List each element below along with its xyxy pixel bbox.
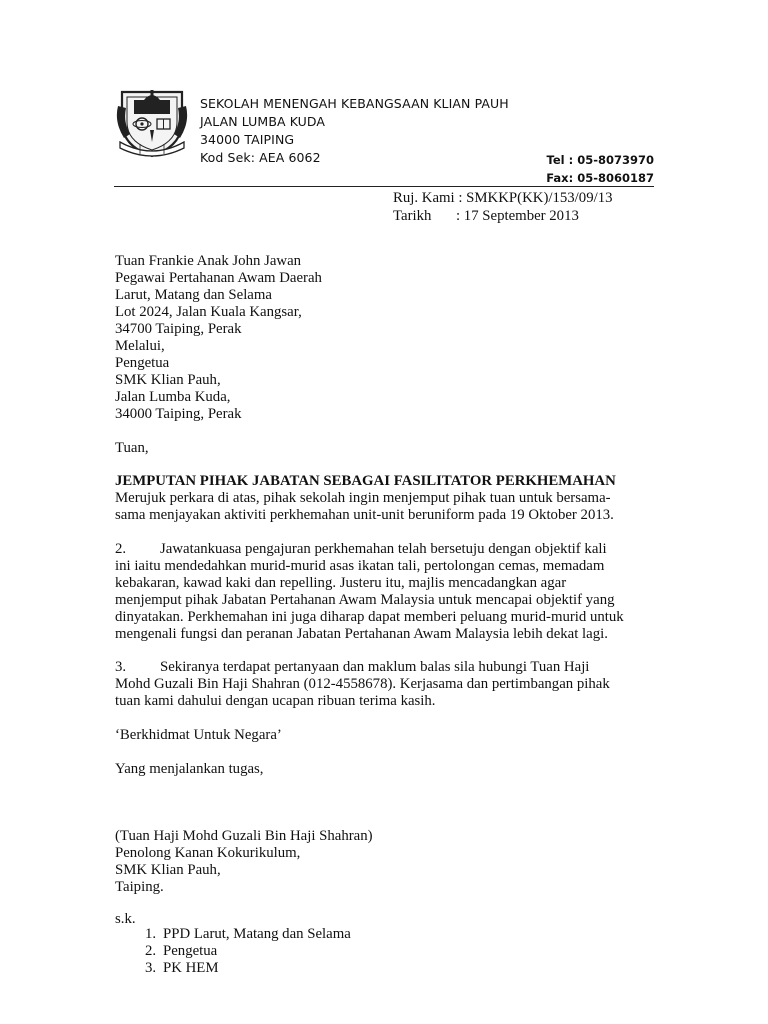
contact-info [546, 152, 654, 187]
reference-block [393, 189, 613, 225]
paragraph-3 [115, 659, 651, 710]
motto: ‘Berkhidmat Untuk Negara’ [115, 727, 282, 743]
recipient-line: Larut, Matang dan Selama [115, 286, 272, 303]
paragraph-line: Merujuk perkara di atas, pihak sekolah ingin menjemput pihak tuan untuk bersama- [115, 490, 611, 506]
date-label: Tarikh [393, 208, 432, 224]
paragraph-1 [115, 490, 651, 524]
cc-item: 3. PK HEM [145, 959, 219, 976]
signatory-town: Taiping. [115, 878, 164, 895]
paragraph-line: mengenali fungsi dan peranan Jabatan Pertahanan Awam Malaysia lebih dekat lagi. [115, 625, 608, 642]
date-value: : 17 September 2013 [456, 208, 579, 224]
via-line: Melalui, [115, 338, 165, 354]
closing: Yang menjalankan tugas, [115, 761, 264, 777]
paragraph-line: kebakaran, kawad kaki dan repelling. Justeru itu, majlis mencadangkan agar [115, 574, 567, 591]
paragraph-line: sama menjayakan aktiviti perkhemahan unit-unit beruniform pada 19 Oktober 2013. [115, 506, 614, 523]
salutation: Tuan, [115, 440, 149, 456]
school-name: SEKOLAH MENENGAH KEBANGSAAN KLIAN PAUH [200, 96, 509, 111]
signatory-school: SMK Klian Pauh, [115, 861, 221, 878]
recipient-line: Pegawai Pertahanan Awam Daerah [115, 269, 322, 286]
paragraph-number: 2. [115, 541, 127, 557]
via-line: 34000 Taiping, Perak [115, 405, 242, 422]
paragraph-line: dinyatakan. Perkhemahan ini juga diharap dapat memberi peluang murid-murid untuk [115, 608, 624, 625]
paragraph-number: 3. [115, 659, 127, 675]
school-code: Kod Sek: AEA 6062 [200, 150, 321, 165]
via-line: SMK Klian Pauh, [115, 371, 221, 388]
recipient-line: Tuan Frankie Anak John Jawan [115, 253, 302, 269]
school-address-line1: JALAN LUMBA KUDA [200, 114, 326, 129]
recipient-line: 34700 Taiping, Perak [115, 320, 242, 337]
cc-label: s.k. [115, 911, 136, 927]
paragraph-line: menjemput pihak Jabatan Pertahanan Awam Malaysia untuk mencapai objektif yang [115, 591, 615, 608]
fax-number: Fax: 05-8060187 [546, 170, 654, 185]
recipient-address [115, 253, 322, 338]
via-line: Jalan Lumba Kuda, [115, 388, 231, 405]
letterhead-divider [114, 186, 654, 187]
via-line: Pengetua [115, 354, 170, 371]
paragraph-line: ini iaitu mendedahkan murid-murid asas ikatan tali, pertolongan cemas, memadam [115, 557, 605, 574]
paragraph-line: 3. Sekiranya terdapat pertanyaan dan maklum balas sila hubungi Tuan Haji [115, 659, 590, 675]
school-crest-icon [114, 84, 190, 160]
cc-list [145, 926, 351, 977]
recipient-line: Lot 2024, Jalan Kuala Kangsar, [115, 303, 302, 320]
paragraph-line: 2. Jawatankuasa pengajuran perkhemahan telah bersetuju dengan objektif kali [115, 541, 607, 557]
signatory-title: Penolong Kanan Kokurikulum, [115, 844, 301, 861]
via-address [115, 338, 242, 423]
letter-date [393, 207, 613, 225]
paragraph-line: tuan kami dahului dengan ucapan ribuan terima kasih. [115, 692, 436, 709]
reference-number: Ruj. Kami : SMKKP(KK)/153/09/13 [393, 190, 613, 206]
paragraph-2 [115, 541, 651, 642]
paragraph-line: Mohd Guzali Bin Haji Shahran (012-4558678). Kerjasama dan pertimbangan pihak [115, 675, 610, 692]
cc-item: 1. PPD Larut, Matang dan Selama [145, 926, 351, 942]
tel-number: Tel : 05-8073970 [546, 153, 654, 167]
school-address-line2: 34000 TAIPING [200, 132, 295, 147]
signatory-block [115, 828, 373, 896]
letter-subject: JEMPUTAN PIHAK JABATAN SEBAGAI FASILITATOR PERKHEMAHAN [115, 473, 616, 489]
signatory-name: (Tuan Haji Mohd Guzali Bin Haji Shahran) [115, 828, 373, 844]
cc-item: 2. Pengetua [145, 942, 218, 959]
school-info [200, 95, 509, 167]
